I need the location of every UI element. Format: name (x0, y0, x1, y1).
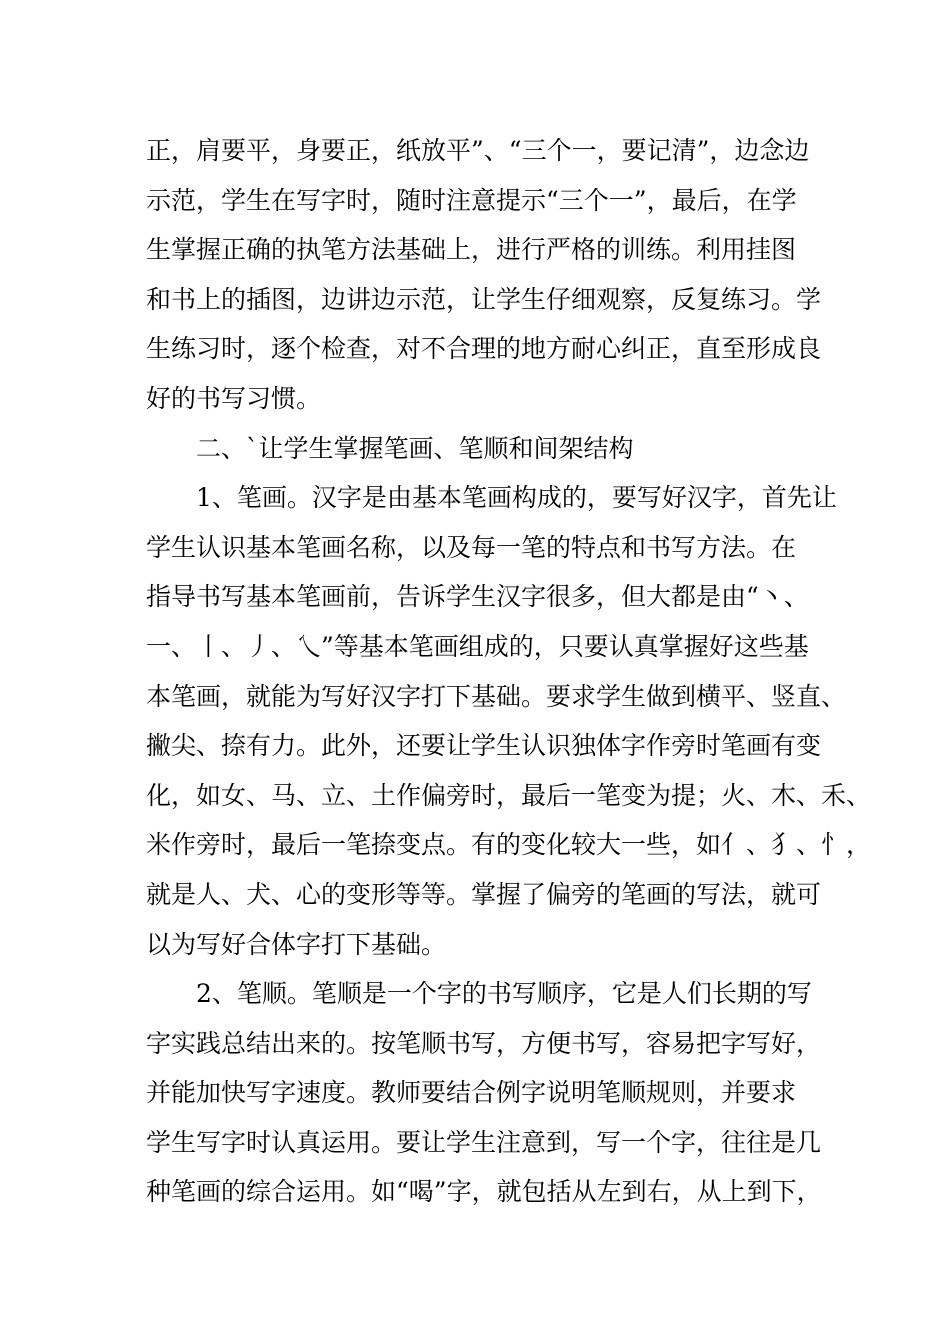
text-line: 种笔画的综合运用。如“喝”字，就包括从左到右，从上到下， (146, 1177, 822, 1207)
body-text-upper (146, 126, 872, 969)
text-line: 撇尖、捺有力。此外，还要让学生认识独体字作旁时笔画有变 (146, 731, 822, 761)
text-line: 生练习时，逐个检查，对不合理的地方耐心纠正，直至形成良 (146, 334, 822, 364)
text-line: 字实践总结出来的。按笔顺书写，方便书写，容易把字写好， (146, 1028, 822, 1058)
text-line: 2、笔顺。笔顺是一个字的书写顺序，它是人们长期的写 (146, 979, 812, 1008)
text-line: 米作旁时，最后一笔捺变点。有的变化较大一些，如亻、犭、忄， (146, 830, 872, 860)
text-line: 和书上的插图，边讲边示范，让学生仔细观察，反复练习。学 (146, 284, 822, 314)
text-line: 正，肩要平，身要正，纸放平”、“三个一，要记清”，边念边 (146, 136, 810, 165)
text-line: 并能加快写字速度。教师要结合例字说明笔顺规则，并要求 (146, 1078, 797, 1108)
text-line: 以为写好合体字打下基础。 (146, 929, 447, 959)
body-text-lower (146, 969, 826, 1217)
text-line: 一、丨、丿、乀”等基本笔画组成的，只要认真掌握好这些基 (146, 631, 809, 661)
section-heading: 二、`让学生掌握笔画、笔顺和间架结构 (146, 433, 634, 463)
text-line: 指导书写基本笔画前，告诉学生汉字很多，但大都是由“丶、 (146, 582, 809, 612)
text-line: 就是人、犬、心的变形等等。掌握了偏旁的笔画的写法，就可 (146, 879, 822, 909)
text-line: 本笔画，就能为写好汉字打下基础。要求学生做到横平、竖直、 (146, 681, 847, 711)
text-line: 化，如女、马、立、土作偏旁时，最后一笔变为提；火、木、禾、 (146, 780, 872, 810)
text-line: 生掌握正确的执笔方法基础上，进行严格的训练。利用挂图 (146, 235, 797, 265)
text-line: 学生认识基本笔画名称，以及每一笔的特点和书写方法。在 (146, 532, 797, 562)
text-line: 1、笔画。汉字是由基本笔画构成的，要写好汉字，首先让 (146, 483, 837, 513)
text-line: 示范，学生在写字时，随时注意提示“三个一”，最后，在学 (146, 185, 797, 215)
text-line: 好的书写习惯。 (146, 383, 322, 413)
text-line: 学生写字时认真运用。要让学生注意到，写一个字，往往是几 (146, 1127, 822, 1157)
